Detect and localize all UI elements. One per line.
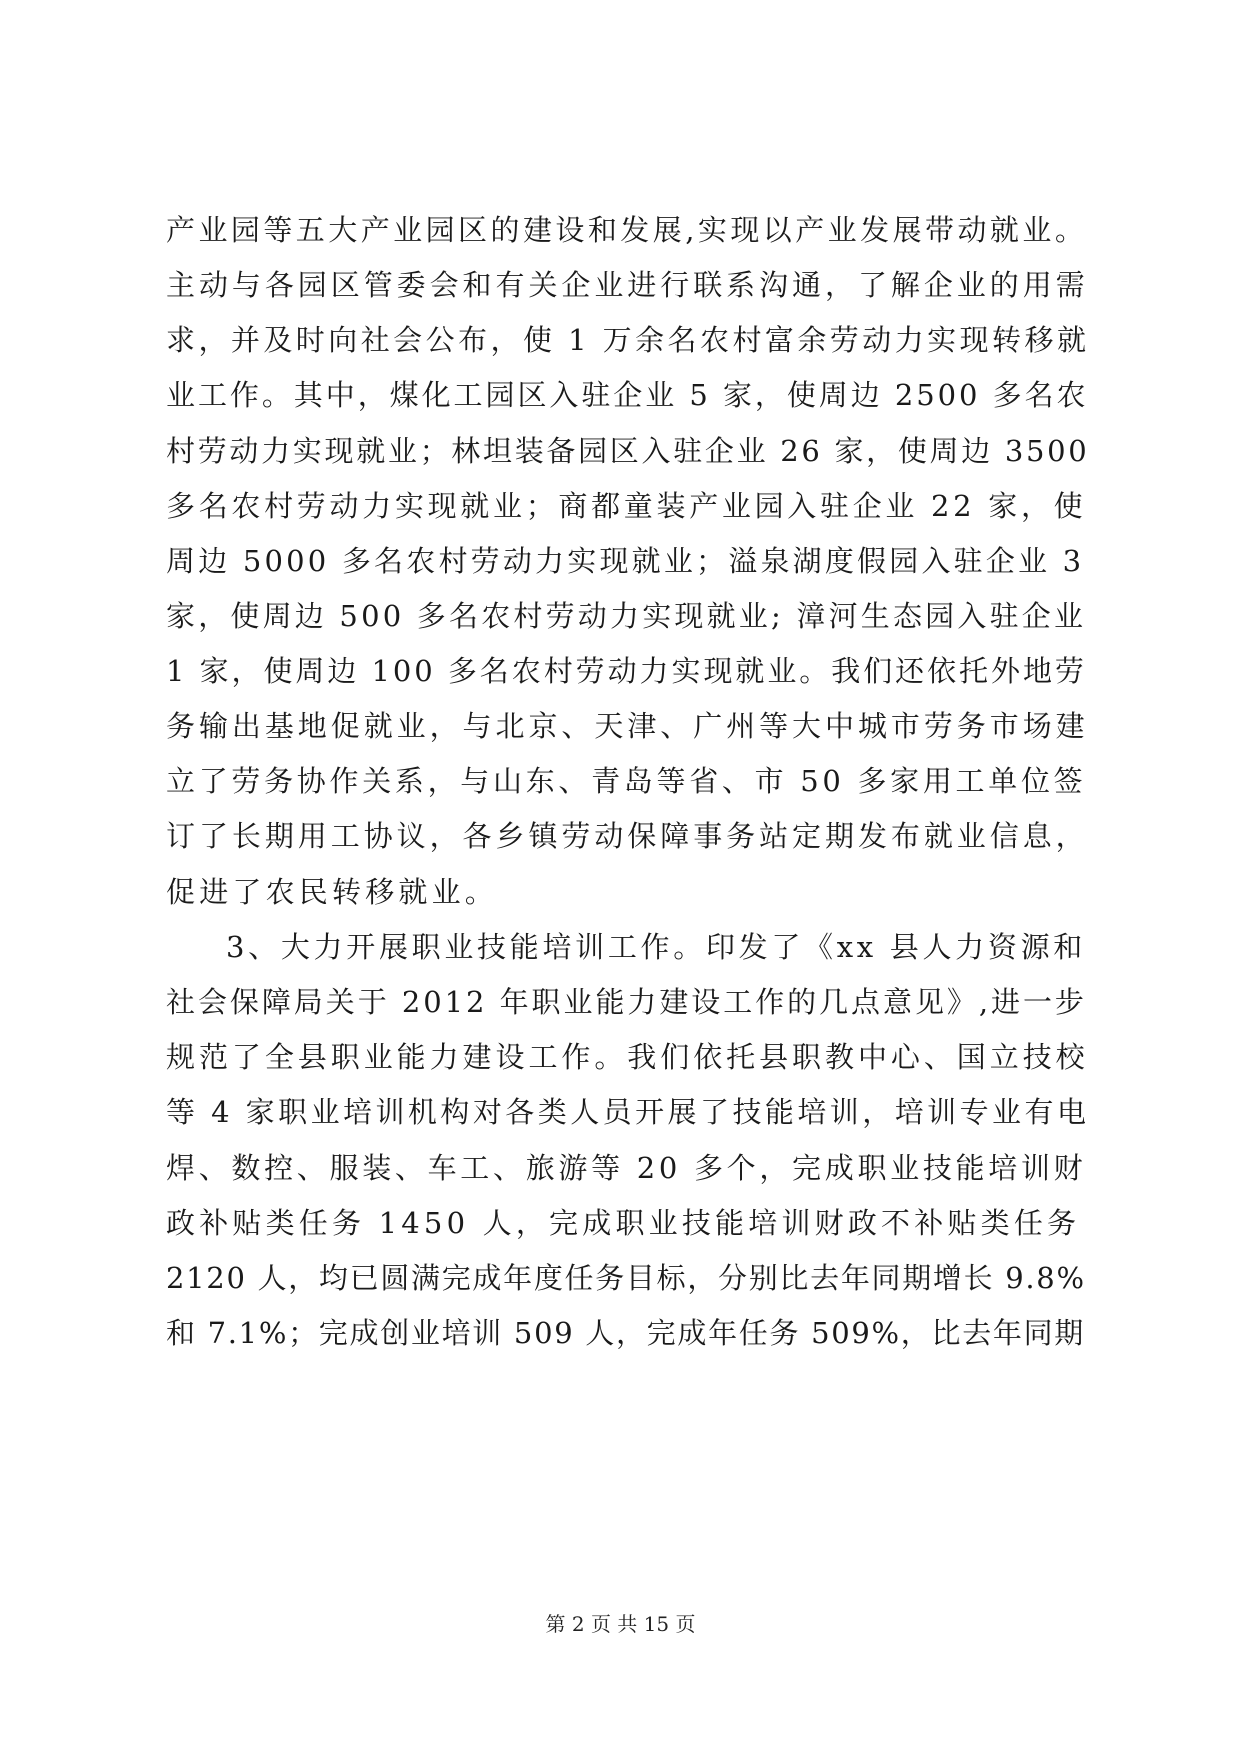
text-line: 规范了全县职业能力建设工作。我们依托县职教中心、国立技校 xyxy=(166,1040,1089,1074)
text-line: 促进了农民转移就业。 xyxy=(166,875,499,909)
text-line: 焊、数控、服装、车工、旅游等 20 多个，完成职业技能培训财 xyxy=(166,1151,1087,1185)
text-line: 务输出基地促就业，与北京、天津、广州等大中城市劳务市场建 xyxy=(166,709,1089,743)
text-line: 求，并及时向社会公布，使 1 万余名农村富余劳动力实现转移就 xyxy=(166,323,1090,357)
text-line: 等 4 家职业培训机构对各类人员开展了技能培训，培训专业有电 xyxy=(166,1095,1090,1129)
text-line: 多名农村劳动力实现就业；商都童装产业园入驻企业 22 家，使 xyxy=(166,489,1087,523)
text-line: 周边 5000 多名农村劳动力实现就业；溢泉湖度假园入驻企业 3 xyxy=(166,544,1085,578)
text-line: 家，使周边 500 多名农村劳动力实现就业; 漳河生态园入驻企业 xyxy=(166,599,1087,633)
text-line: 业工作。其中，煤化工园区入驻企业 5 家，使周边 2500 多名农 xyxy=(166,378,1089,412)
text-line: 订了长期用工协议，各乡镇劳动保障事务站定期发布就业信息， xyxy=(166,819,1089,853)
text-line: 政补贴类任务 1450 人，完成职业技能培训财政不补贴类任务 xyxy=(166,1206,1081,1240)
paragraph-first-line: 3、大力开展职业技能培训工作。印发了《xx 县人力资源和 xyxy=(226,930,1086,964)
text-line: 社会保障局关于 2012 年职业能力建设工作的几点意见》,进一步 xyxy=(166,985,1087,1019)
text-line: 和 7.1%；完成创业培训 509 人，完成年任务 509%，比去年同期 xyxy=(166,1316,1086,1350)
text-line: 立了劳务协作关系，与山东、青岛等省、市 50 多家用工单位签 xyxy=(166,764,1087,798)
text-line: 1 家，使周边 100 多名农村劳动力实现就业。我们还依托外地劳 xyxy=(166,654,1087,688)
page-number-footer: 第 2 页 共 15 页 xyxy=(545,1612,696,1636)
text-line: 2120 人，均已圆满完成年度任务目标，分别比去年同期增长 9.8% xyxy=(166,1261,1086,1295)
text-line: 产业园等五大产业园区的建设和发展,实现以产业发展带动就业。 xyxy=(166,213,1088,247)
text-line: 村劳动力实现就业；林坦装备园区入驻企业 26 家，使周边 3500 xyxy=(166,434,1090,468)
text-line: 主动与各园区管委会和有关企业进行联系沟通，了解企业的用需 xyxy=(166,268,1089,302)
